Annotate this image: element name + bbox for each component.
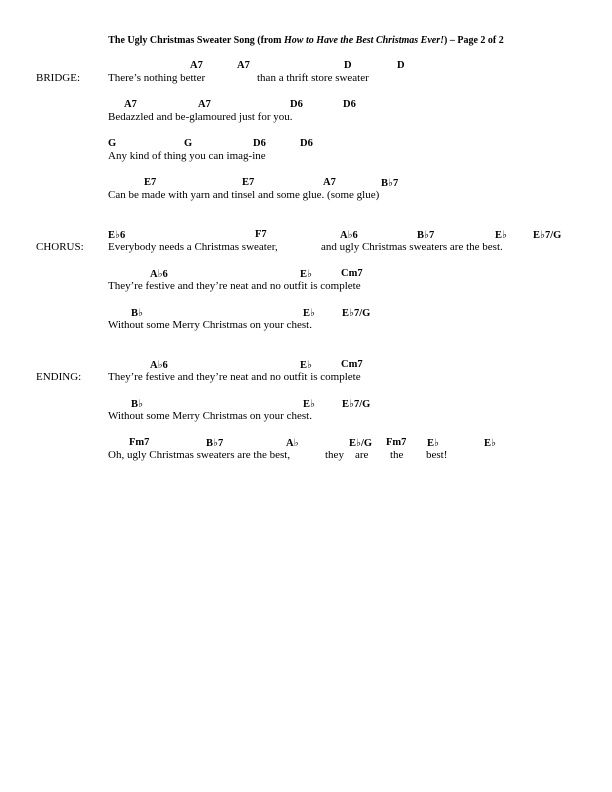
section-label: ENDING:	[36, 371, 82, 383]
lyric-text: the	[390, 449, 404, 461]
lyric-text: Bedazzled and be-glamoured just for you.	[108, 111, 293, 123]
lyric-text: Without some Merry Christmas on your chest.	[108, 319, 312, 331]
chord-symbol: B♭	[131, 308, 143, 319]
chord-symbol: Fm7	[129, 437, 150, 448]
chord-symbol: A7	[198, 99, 211, 110]
chord-symbol: E♭	[303, 308, 315, 319]
lyric-text: They’re festive and they’re neat and no outfit is complete	[108, 280, 361, 292]
header-prefix: The Ugly Christmas Sweater Song (from	[108, 35, 284, 46]
section-label: BRIDGE:	[36, 72, 80, 84]
chord-symbol: E♭	[300, 269, 312, 280]
chord-symbol: E♭7/G	[342, 308, 371, 319]
lyric-text: Everybody needs a Christmas sweater,	[108, 241, 278, 253]
lyric-text: Can be made with yarn and tinsel and some glue. (some glue)	[108, 189, 380, 201]
chord-symbol: E♭	[484, 438, 496, 449]
lyric-text: Any kind of thing you can imag-ine	[108, 150, 266, 162]
chord-symbol: D	[397, 60, 405, 71]
chord-symbol: D6	[300, 138, 313, 149]
chord-symbol: E♭/G	[349, 438, 373, 449]
chord-symbol: E♭	[300, 360, 312, 371]
chord-symbol: Fm7	[386, 437, 407, 448]
chord-symbol: A♭6	[340, 230, 358, 241]
chord-symbol: Cm7	[341, 268, 363, 279]
lyric-text: They’re festive and they’re neat and no outfit is complete	[108, 371, 361, 383]
chord-symbol: A♭6	[150, 269, 168, 280]
lyric-text: best!	[426, 449, 448, 461]
book-title: How to Have the Best Christmas Ever!	[284, 35, 445, 46]
chord-symbol: D6	[290, 99, 303, 110]
lyric-text: are	[355, 449, 369, 461]
lyric-text: There’s nothing better	[108, 72, 206, 84]
lyric-text: than a thrift store sweater	[257, 72, 369, 84]
section-label: CHORUS:	[36, 241, 84, 253]
chord-symbol: G	[184, 138, 193, 149]
chord-symbol: Cm7	[341, 359, 363, 370]
chord-symbol: D	[344, 60, 352, 71]
chord-symbol: A♭	[286, 438, 299, 449]
lyric-text: Without some Merry Christmas on your chest.	[108, 410, 312, 422]
chord-symbol: E7	[242, 177, 255, 188]
chord-symbol: F7	[255, 229, 267, 240]
chord-symbol: B♭7	[417, 230, 435, 241]
lyric-text: and ugly Christmas sweaters are the best.	[321, 241, 503, 253]
chord-symbol: D6	[253, 138, 266, 149]
chord-symbol: E♭	[427, 438, 439, 449]
chord-symbol: A7	[124, 99, 137, 110]
chord-symbol: B♭7	[381, 178, 399, 189]
chord-symbol: D6	[343, 99, 356, 110]
chord-symbol: A7	[190, 60, 203, 71]
chord-symbol: A7	[237, 60, 250, 71]
chord-symbol: B♭	[131, 399, 143, 410]
chord-symbol: A♭6	[150, 360, 168, 371]
chord-symbol: E♭	[495, 230, 507, 241]
chord-symbol: E♭6	[108, 230, 126, 241]
chord-symbol: B♭7	[206, 438, 224, 449]
chord-symbol: E7	[144, 177, 157, 188]
lyric-text: they	[325, 449, 344, 461]
chord-symbol: E♭7/G	[533, 230, 562, 241]
page-header	[0, 35, 612, 46]
chord-symbol: G	[108, 138, 117, 149]
chord-symbol: A7	[323, 177, 336, 188]
chord-symbol: E♭7/G	[342, 399, 371, 410]
header-suffix: ) – Page 2 of 2	[444, 35, 504, 46]
chord-symbol: E♭	[303, 399, 315, 410]
lyric-text: Oh, ugly Christmas sweaters are the best,	[108, 449, 291, 461]
